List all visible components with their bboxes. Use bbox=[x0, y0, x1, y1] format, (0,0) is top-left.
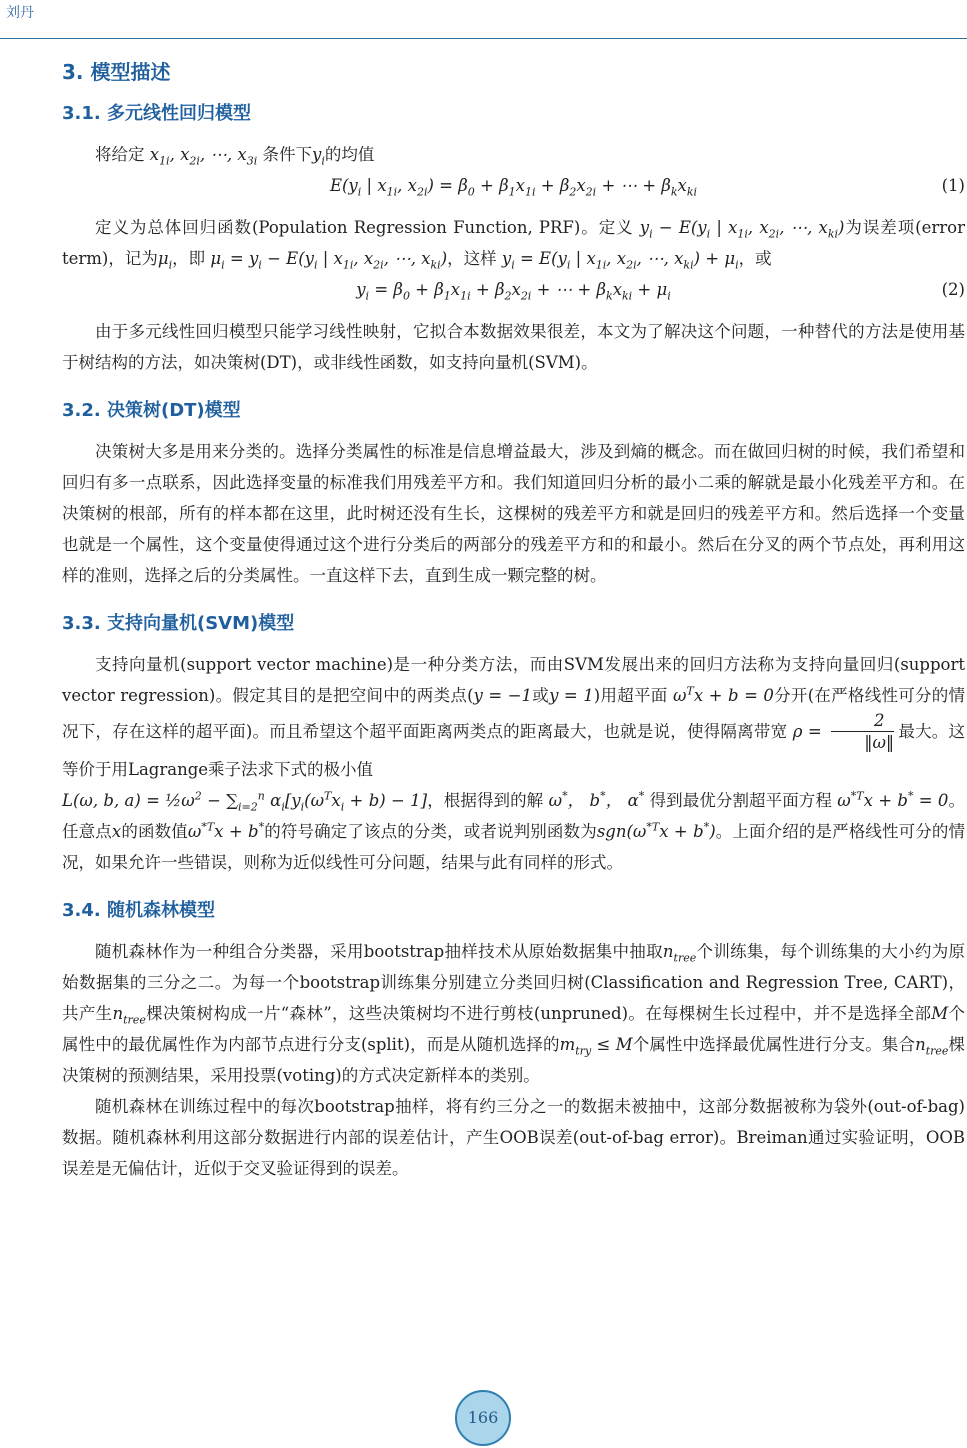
subsection-3-2-title: 3.2. 决策树(DT)模型 bbox=[62, 400, 241, 421]
subsection-3-3-title: 3.3. 支持向量机(SVM)模型 bbox=[62, 613, 295, 634]
s31-paragraph-2: 由于多元线性回归模型只能学习线性映射，它拟合本数据效果很差，本文为了解决这个问题，一种替代的方法是使用基于树结构的方法，如决策树(DT)，或非线性函数，如支持向量机(SVM)。 bbox=[62, 322, 965, 372]
s33-paragraph: 支持向量机(support vector machine)是一种分类方法，而由SVM发展出来的回归方法称为支持向量回归(support vector regression)。假定其目的是把空间中的两类点(y = −1或y = 1)用超平面 $\omega^Tx + b = 0$分开(在严格线性可分的情况下，存在这样的超平面)。而且希望这个超平面距离两类点的距离最大，也就是说，使得隔离带宽 ρ = $\frac{2}{‖\omega‖}$ 最大。这等价于用Lagrange乘子法求下式的极小值 L(ω, b, $a) = \frac{1}{2}\omega^2 - \sum_{i=2}^n$ $\alpha_i[y_i(\omega^Tx_i + b) - 1]$，根据得到的解 ω*， b*， α* 得到最优分割超平面方程 $\omega^{*T}x + b^* = 0$。任意点x的函数值$\omega^{*T}x + b^*$的符号确定了该点的分类，或者说判别函数为$sgn(\omega^{*T}x + b^*)$。上面介绍的是严格线性可分的情况，如果允许一些错误，则称为近似线性可分问题，结果与此有同样的形式。 bbox=[62, 655, 966, 872]
page-header bbox=[0, 0, 967, 40]
running-head-author: 刘丹 bbox=[6, 5, 34, 21]
page-number-badge: 166 bbox=[455, 1390, 511, 1446]
lagrange-formula: L(ω, b, $a) = \frac{1}{2}\omega^2 - \sum_{i=2}^n$ $\alpha_i[y_i(\omega^Tx_i + b) - 1]$ bbox=[62, 789, 428, 814]
subsection-3-1-title: 3.1. 多元线性回归模型 bbox=[62, 103, 251, 124]
formula-inline: $x_{1i}$, $x_{2i}$, ⋯, $x_{3i}$ bbox=[149, 145, 258, 168]
s31-intro: 将给定 $x_{1i}$, $x_{2i}$, ⋯, $x_{3i}$ 条件下$y_i$的均值 bbox=[95, 145, 375, 168]
equation-number: (1) bbox=[941, 176, 965, 195]
section-title: 3. 模型描述 bbox=[62, 60, 171, 84]
equation-1: $E(y_i$ | $x_{1i}$, $x_{2i}) = \beta_0 + \beta_1x_{1i} + \beta_2x_{2i}$ + ⋯ + $\beta_kx_{ki}$ (1) bbox=[62, 170, 965, 202]
s34-paragraph-1: 随机森林作为一种组合分类器，采用bootstrap抽样技术从原始数据集中抽取$n_{tree}$个训练集，每个训练集的大小约为原始数据集的三分之二。为每一个bootstrap训练集分别建立分类回归树(Classification and Regression Tree, CART)，共产生$n_{tree}$棵决策树构成一片“森林”，这些决策树均不进行剪枝(unpruned)。在每棵树生长过程中，并不是选择全部M个属性中的最优属性作为内部节点进行分支(split)，而是从随机选择的$m_{try} \le M$个属性中选择最优属性进行分支。集合$n_{tree}$棵决策树的预测结果，采用投票(voting)的方式决定新样本的类别。 bbox=[62, 942, 966, 1085]
s32-paragraph: 决策树大多是用来分类的。选择分类属性的标准是信息增益最大，涉及到熵的概念。而在做回归树的时候，我们希望和回归有多一点联系，因此选择变量的标准我们用残差平方和。我们知道回归分析的最小二乘的解就是最小化残差平方和。在决策树的根部，所有的样本都在这里，此时树还没有生长，这棵树的残差平方和就是回归的残差平方和。然后选择一个变量也就是一个属性，这个变量使得通过这个进行分类后的两部分的残差平方和的和最小。然后在分叉的两个节点处，再利用这样的准则，选择之后的分类属性。一直这样下去，直到生成一颗完整的树。 bbox=[62, 442, 965, 585]
equation-number: (2) bbox=[941, 280, 965, 299]
page-body bbox=[62, 56, 965, 1184]
s31-definition: 定义为总体回归函数(Population Regression Function, PRF)。定义 $y_i - E(y_i$ | $x_{1i}$, $x_{2i}$, ⋯, $x_{ki}$)为误差项(error term)，记为$\mu_i$，即 $\mu_i = y_i - E(y_i$ | $x_{1i}$, $x_{2i}$, ⋯, $x_{ki}$)，这样 $y_i = E(y_i$ | $x_{1i}$, $x_{2i}$, ⋯, $x_{ki}) + \mu_i$，或 bbox=[62, 218, 965, 272]
equation-2: $y_i = \beta_0 + \beta_1x_{1i} + \beta_2x_{2i}$ + ⋯ + $\beta_kx_{ki} + \mu_i$ (2) bbox=[62, 274, 965, 306]
header-rule bbox=[0, 38, 967, 39]
subsection-3-4-title: 3.4. 随机森林模型 bbox=[62, 900, 215, 921]
s34-paragraph-2: 随机森林在训练过程中的每次bootstrap抽样，将有约三分之一的数据未被抽中，这部分数据被称为袋外(out-of-bag)数据。随机森林利用这部分数据进行内部的误差估计，产生OOB误差(out-of-bag error)。Breiman通过实验证明，OOB误差是无偏估计，近似于交叉验证得到的误差。 bbox=[62, 1097, 965, 1178]
